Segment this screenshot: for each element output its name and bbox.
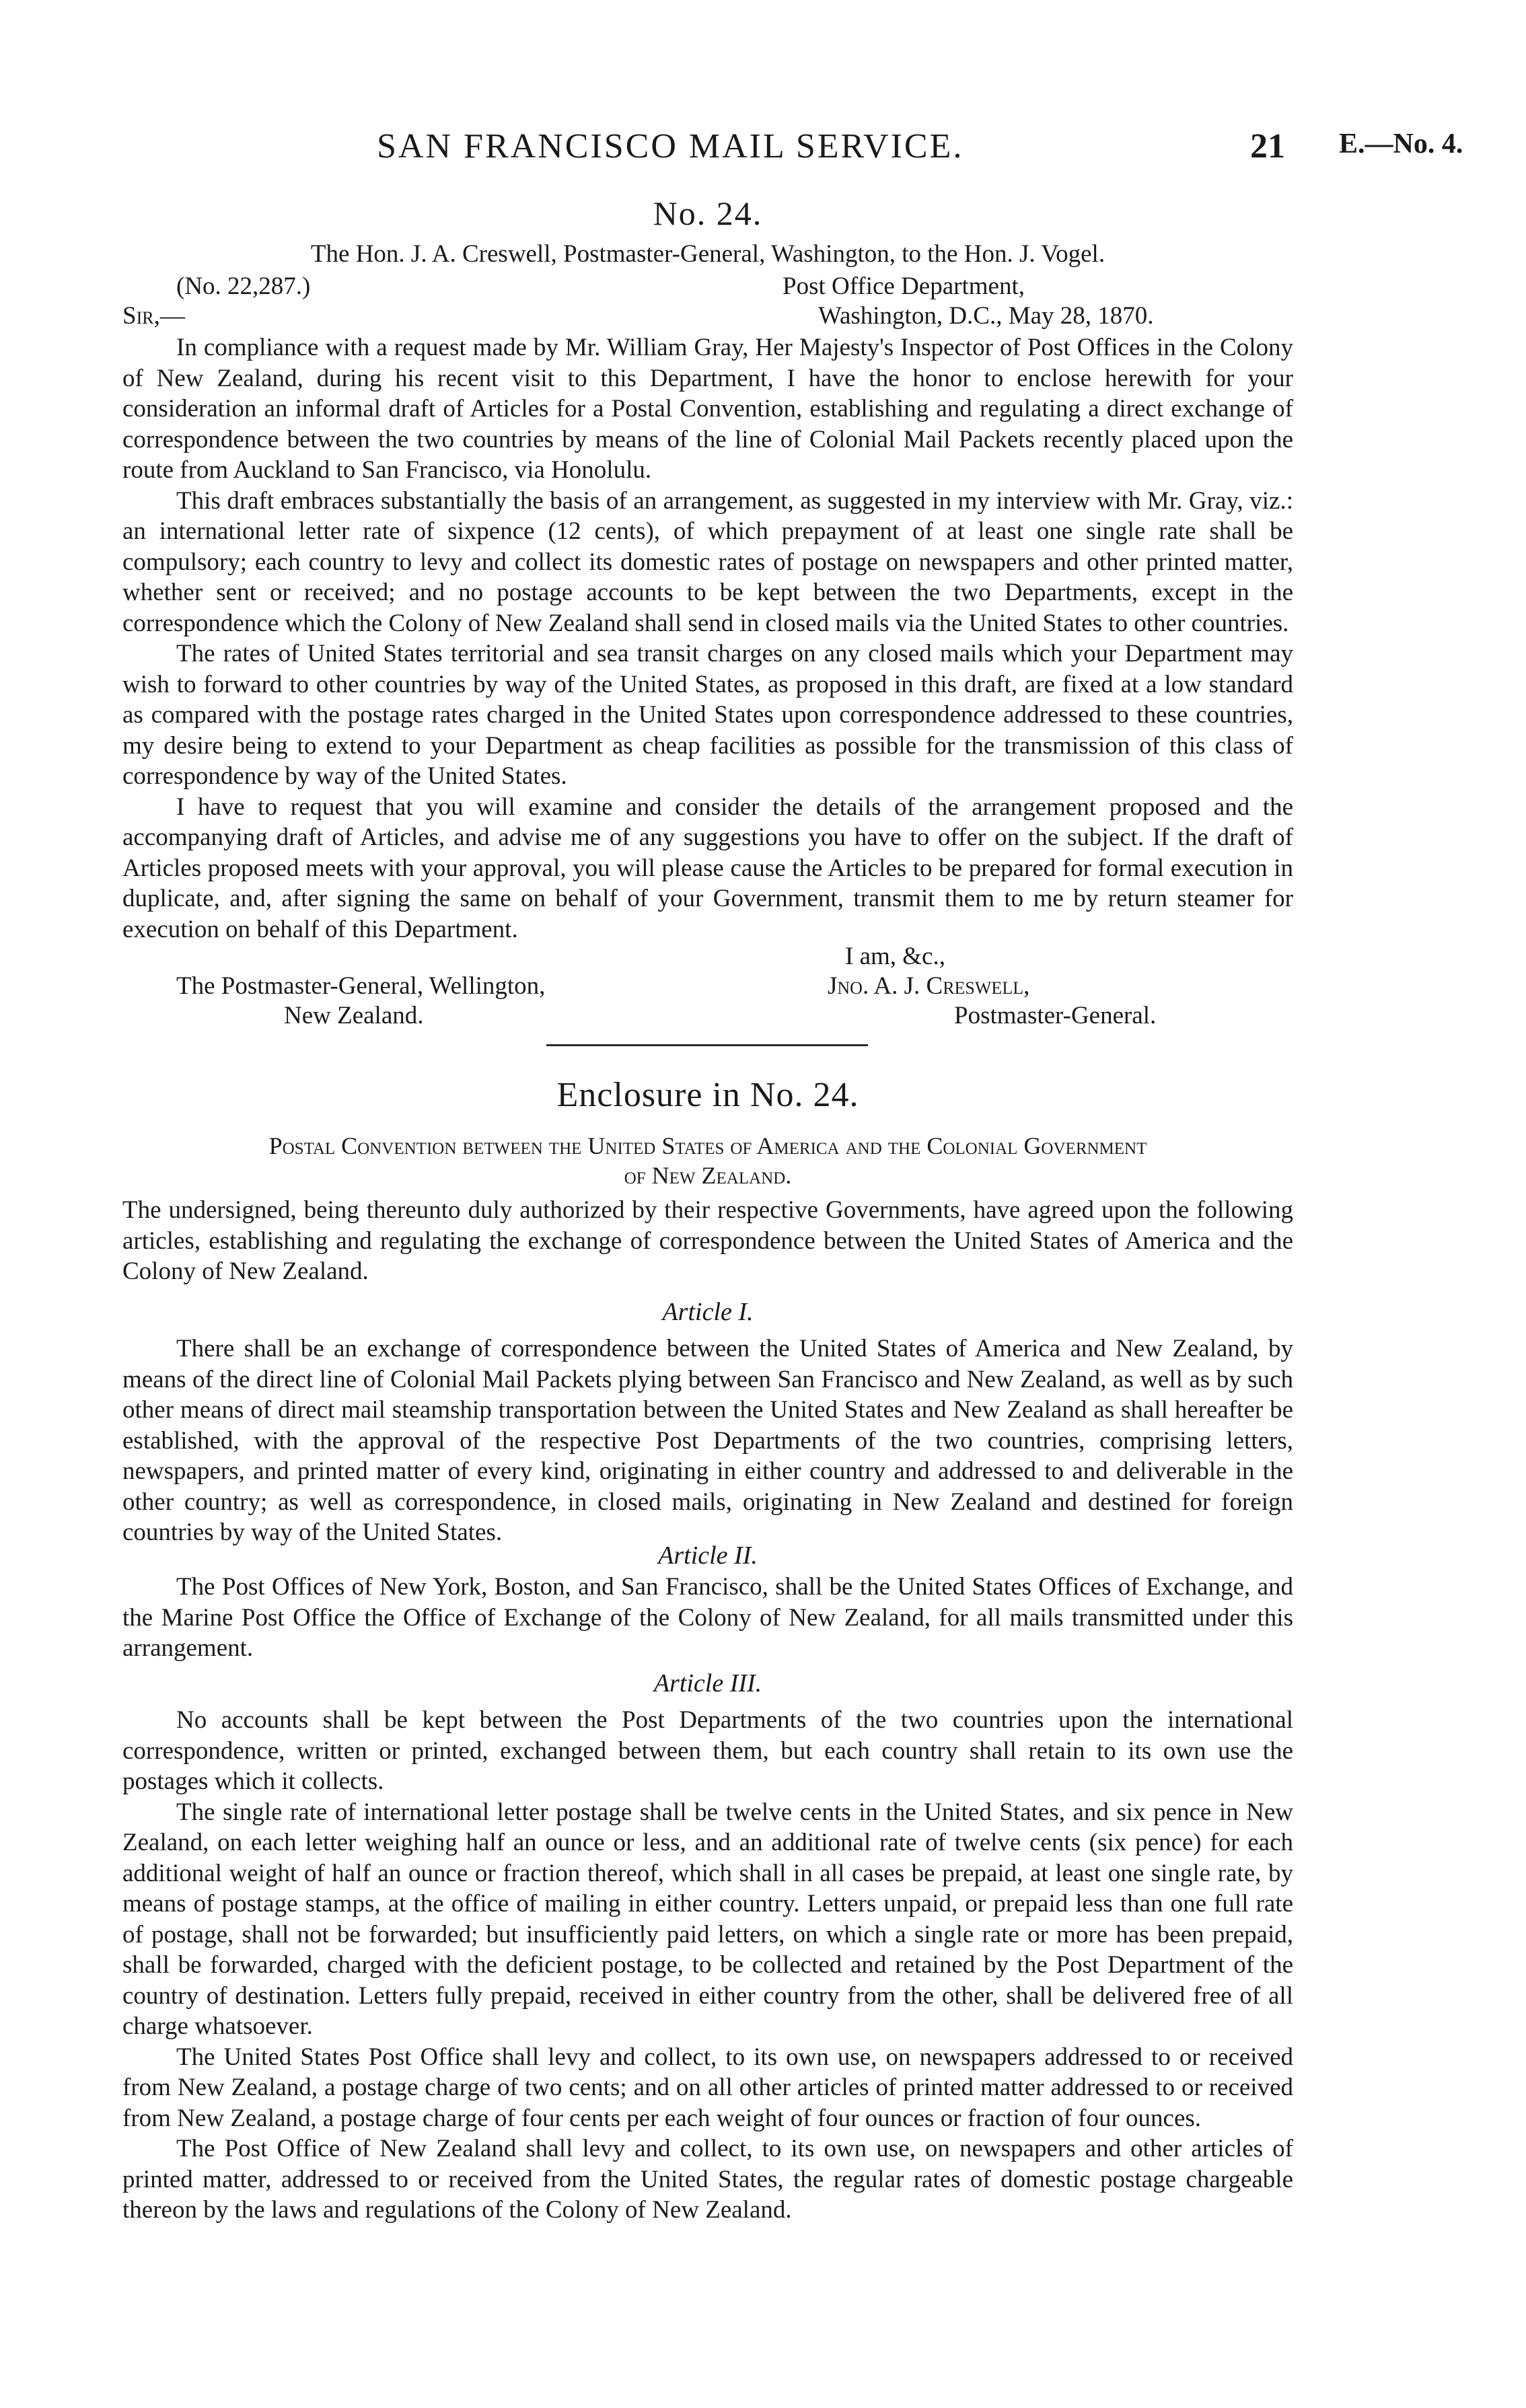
addressee-line-1: The Postmaster-General, Wellington, xyxy=(176,972,546,1000)
letter-paragraph: The rates of United States territorial and sea transit charges on any closed mails which your Department may wish to forward to other countries by way of the United States, as proposed in this draft, are fixed at a low standard as compared with the postage rates charged in the United States upon correspondence addressed to these countries, my desire being to extend to your Department as cheap facilities as possible for the transmission of this class of correspondence by way of the United States. xyxy=(122,640,1293,790)
article-3-heading: Article III. xyxy=(653,1669,762,1698)
letter-paragraph: In compliance with a request made by Mr. William Gray, Her Majesty's Inspector of Post Offices in the Colony of New Zealand, during his recent visit to this Department, I have the honor to enclose herewith for your consideration an informal draft of Articles for a Postal Convention, establishing and regulating a direct exchange of correspondence between the two countries by means of the line of Colonial Mail Packets recently placed upon the route from Auckland to San Francisco, via Honolulu. xyxy=(122,334,1293,484)
letter-paragraph: This draft embraces substantially the basis of an arrangement, as suggested in my interview with Mr. Gray, viz.: an international letter rate of sixpence (12 cents), of which prepayment of at least one single rate shall be compulsory; each country to levy and collect its domestic rates of postage on newspapers and other printed matter, whether sent or received; and no postage accounts to be kept between the two Departments, except in the correspondence which the Colony of New Zealand shall send in closed mails via the United States to other countries. xyxy=(122,486,1293,637)
convention-preamble: The undersigned, being thereunto duly authorized by their respective Governments, have agreed upon the following articles, establishing and regulating the exchange of correspondence between the United States of America and the Colony of New Zealand. xyxy=(122,1196,1293,1285)
article-1-heading: Article I. xyxy=(662,1298,754,1326)
article-1-body xyxy=(122,1334,1293,1548)
series-reference: E.—No. 4. xyxy=(1339,129,1463,159)
running-title: SAN FRANCISCO MAIL SERVICE. xyxy=(377,127,964,166)
article-paragraph: No accounts shall be kept between the Post Departments of the two countries upon the international correspondence, written or printed, exchanged between them, but each country shall retain to its own use the postages which it collects. xyxy=(122,1706,1293,1795)
article-2-body xyxy=(122,1572,1293,1664)
signature-name: Jno. A. J. Creswell, xyxy=(828,972,1030,1000)
article-2-heading: Article II. xyxy=(658,1541,758,1570)
letter-department: Post Office Department, xyxy=(783,272,1025,300)
addressee-line-2: New Zealand. xyxy=(284,1002,424,1029)
convention-preamble-block xyxy=(122,1195,1293,1287)
letter-number-heading: No. 24. xyxy=(653,194,763,232)
letter-reference-number: (No. 22,287.) xyxy=(176,272,311,300)
letter-place-date: Washington, D.C., May 28, 1870. xyxy=(818,302,1154,330)
page-number: 21 xyxy=(1250,127,1285,166)
letter-body xyxy=(122,332,1293,945)
letter-from-to: The Hon. J. A. Creswell, Postmaster-General, Washington, to the Hon. J. Vogel. xyxy=(310,240,1105,268)
enclosure-heading: Enclosure in No. 24. xyxy=(556,1076,859,1114)
article-paragraph: The single rate of international letter postage shall be twelve cents in the United States, and six pence in New Zealand, on each letter weighing half an ounce or less, and an additional rate of twelve cents (six pence) for each additional weight of half an ounce or fraction thereof, which shall in all cases be prepaid, at least one single rate, by means of postage stamps, at the office of mailing in either country. Letters unpaid, or prepaid less than one full rate of postage, shall not be forwarded; but insufficiently paid letters, on which a single rate or more has been prepaid, shall be forwarded, charged with the deficient postage, to be collected and retained by the Post Department of the country of destination. Letters fully prepaid, received in either country from the other, shall be delivered free of all charge whatsoever. xyxy=(122,1798,1293,2040)
signature-title: Postmaster-General. xyxy=(954,1002,1157,1029)
convention-title-line-2: of New Zealand. xyxy=(624,1162,792,1189)
letter-paragraph: I have to request that you will examine and consider the details of the arrangement proposed and the accompanying draft of Articles, and advise me of any suggestions you have to offer on the subject. If the draft of Articles proposed meets with your approval, you will please cause the Articles to be prepared for formal execution in duplicate, and, after signing the same on behalf of your Government, transmit them to me by return steamer for execution on behalf of this Department. xyxy=(122,793,1293,943)
section-divider xyxy=(546,1044,868,1046)
letter-salutation: Sir,— xyxy=(122,302,185,330)
convention-title-line-1: Postal Convention between the United States of America and the Colonial Government xyxy=(268,1132,1147,1159)
article-paragraph: The Post Office of New Zealand shall levy and collect, to its own use, on newspapers and other articles of printed matter, addressed to or received from the United States, the regular rates of domestic postage chargeable thereon by the laws and regulations of the Colony of New Zealand. xyxy=(122,2135,1293,2224)
article-paragraph: The Post Offices of New York, Boston, and San Francisco, shall be the United States Offices of Exchange, and the Marine Post Office the Office of Exchange of the Colony of New Zealand, for all mails transmitted under this arrangement. xyxy=(122,1573,1293,1662)
article-paragraph: There shall be an exchange of correspondence between the United States of America and New Zealand, by means of the direct line of Colonial Mail Packets plying between San Francisco and New Zealand, as well as by such other means of direct mail steamship transportation between the United States and New Zealand as shall hereafter be established, with the approval of the respective Post Departments of the two countries, comprising letters, newspapers, and printed matter of every kind, originating in either country and addressed to and deliverable in the other country; as well as correspondence, in closed mails, originating in New Zealand and destined for foreign countries by way of the United States. xyxy=(122,1335,1293,1546)
article-paragraph: The United States Post Office shall levy and collect, to its own use, on newspapers addressed to or received from New Zealand, a postage charge of two cents; and on all other articles of printed matter addressed to or received from New Zealand, a postage charge of four cents per each weight of four ounces or fraction of four ounces. xyxy=(122,2043,1293,2132)
letter-closing: I am, &c., xyxy=(845,943,945,970)
article-3-body xyxy=(122,1705,1293,2226)
